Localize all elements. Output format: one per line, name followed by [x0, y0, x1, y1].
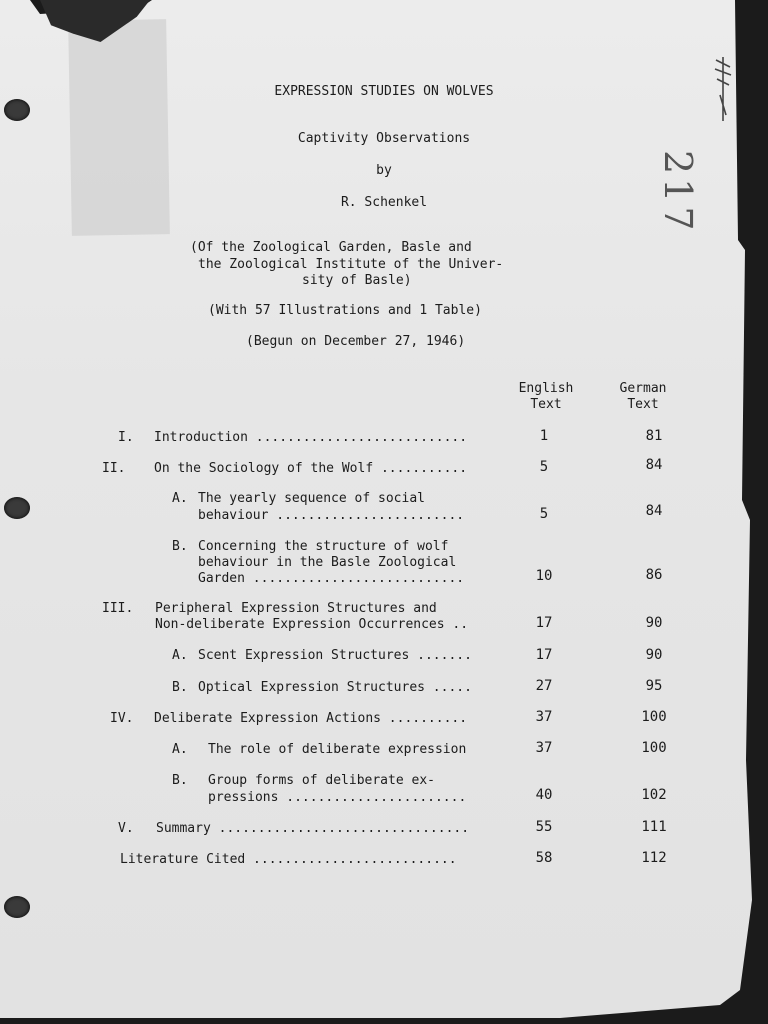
english-header-line-2: Text — [530, 397, 562, 412]
toc-numeral: IV. — [110, 711, 134, 726]
toc-subletter: A. — [172, 491, 188, 506]
toc-numeral: II. — [102, 461, 126, 476]
toc-english-page: 17 — [535, 615, 553, 631]
toc-german-page: 84 — [645, 503, 663, 519]
toc-entry-title-cont: Garden ........................... — [198, 571, 465, 586]
toc-entry-title: Deliberate Expression Actions .......... — [154, 711, 468, 726]
toc-entry-title: Group forms of deliberate ex- — [208, 773, 435, 788]
toc-english-page: 27 — [535, 678, 553, 694]
toc-numeral: I. — [118, 430, 134, 445]
toc-english-page: 1 — [539, 428, 549, 444]
toc-german-page: 95 — [645, 678, 663, 694]
toc-entry-title: Summary ................................ — [156, 821, 470, 836]
toc-subletter: A. — [172, 648, 188, 663]
toc-english-page: 10 — [535, 568, 553, 584]
punch-hole-bottom — [4, 896, 30, 918]
toc-german-page: 100 — [641, 709, 667, 725]
toc-entry-title-cont: behaviour in the Basle Zoological — [198, 555, 457, 570]
by-line: by — [376, 163, 392, 178]
toc-entry-title: The yearly sequence of social — [198, 491, 425, 506]
toc-entry-title: Introduction ........................... — [154, 430, 468, 445]
author-name: R. Schenkel — [340, 195, 428, 210]
begun-date: (Begun on December 27, 1946) — [246, 334, 466, 349]
document-subtitle: Captivity Observations — [297, 131, 471, 146]
toc-german-page: 100 — [641, 740, 667, 756]
illustrations-note: (With 57 Illustrations and 1 Table) — [208, 303, 482, 318]
punch-hole-middle — [4, 497, 30, 519]
toc-english-page: 5 — [539, 459, 549, 475]
affiliation-line-3: sity of Basle) — [302, 273, 412, 288]
toc-entry-title: Literature Cited .......................... — [120, 852, 457, 867]
toc-numeral: III. — [102, 601, 134, 616]
toc-subletter: B. — [172, 680, 188, 695]
toc-english-page: 37 — [535, 740, 553, 756]
toc-subletter: B. — [172, 539, 188, 554]
toc-entry-title: On the Sociology of the Wolf ........... — [154, 461, 468, 476]
toc-entry-title: Peripheral Expression Structures and — [155, 601, 437, 616]
toc-german-page: 90 — [645, 647, 663, 663]
affiliation-line-2: the Zoological Institute of the Univer- — [198, 257, 504, 272]
toc-english-page: 17 — [535, 647, 553, 663]
toc-german-page: 81 — [645, 428, 663, 444]
toc-english-page: 55 — [535, 819, 553, 835]
toc-entry-title-cont: pressions ....................... — [208, 790, 467, 805]
toc-german-page: 112 — [641, 850, 667, 866]
toc-english-page: 37 — [535, 709, 553, 725]
english-header-line-1: English — [518, 381, 574, 396]
toc-english-page: 40 — [535, 787, 553, 803]
toc-entry-title-cont: Non-deliberate Expression Occurrences .. — [155, 617, 469, 632]
german-header-line-1: German — [619, 381, 667, 396]
english-text-header — [506, 381, 586, 413]
document-title: EXPRESSION STUDIES ON WOLVES — [274, 84, 494, 99]
toc-german-page: 84 — [645, 457, 663, 473]
toc-entry-title: Optical Expression Structures ..... — [198, 680, 472, 695]
toc-english-page: 5 — [539, 506, 549, 522]
punch-hole-top — [4, 99, 30, 121]
affiliation-line-1: (Of the Zoological Garden, Basle and — [190, 240, 472, 255]
toc-entry-title: The role of deliberate expression — [208, 742, 467, 757]
german-header-line-2: Text — [627, 397, 659, 412]
toc-entry-title-cont: behaviour ........................ — [198, 508, 465, 523]
toc-subletter: B. — [172, 773, 188, 788]
toc-entry-title: Scent Expression Structures ....... — [198, 648, 472, 663]
german-text-header — [603, 381, 683, 413]
toc-entry-title: Concerning the structure of wolf — [198, 539, 449, 554]
toc-german-page: 102 — [641, 787, 667, 803]
toc-subletter: A. — [172, 742, 188, 757]
toc-english-page: 58 — [535, 850, 553, 866]
toc-german-page: 111 — [641, 819, 667, 835]
toc-numeral: V. — [118, 821, 134, 836]
toc-german-page: 90 — [645, 615, 663, 631]
toc-german-page: 86 — [645, 567, 663, 583]
handwritten-page-number: 217 — [656, 150, 700, 235]
